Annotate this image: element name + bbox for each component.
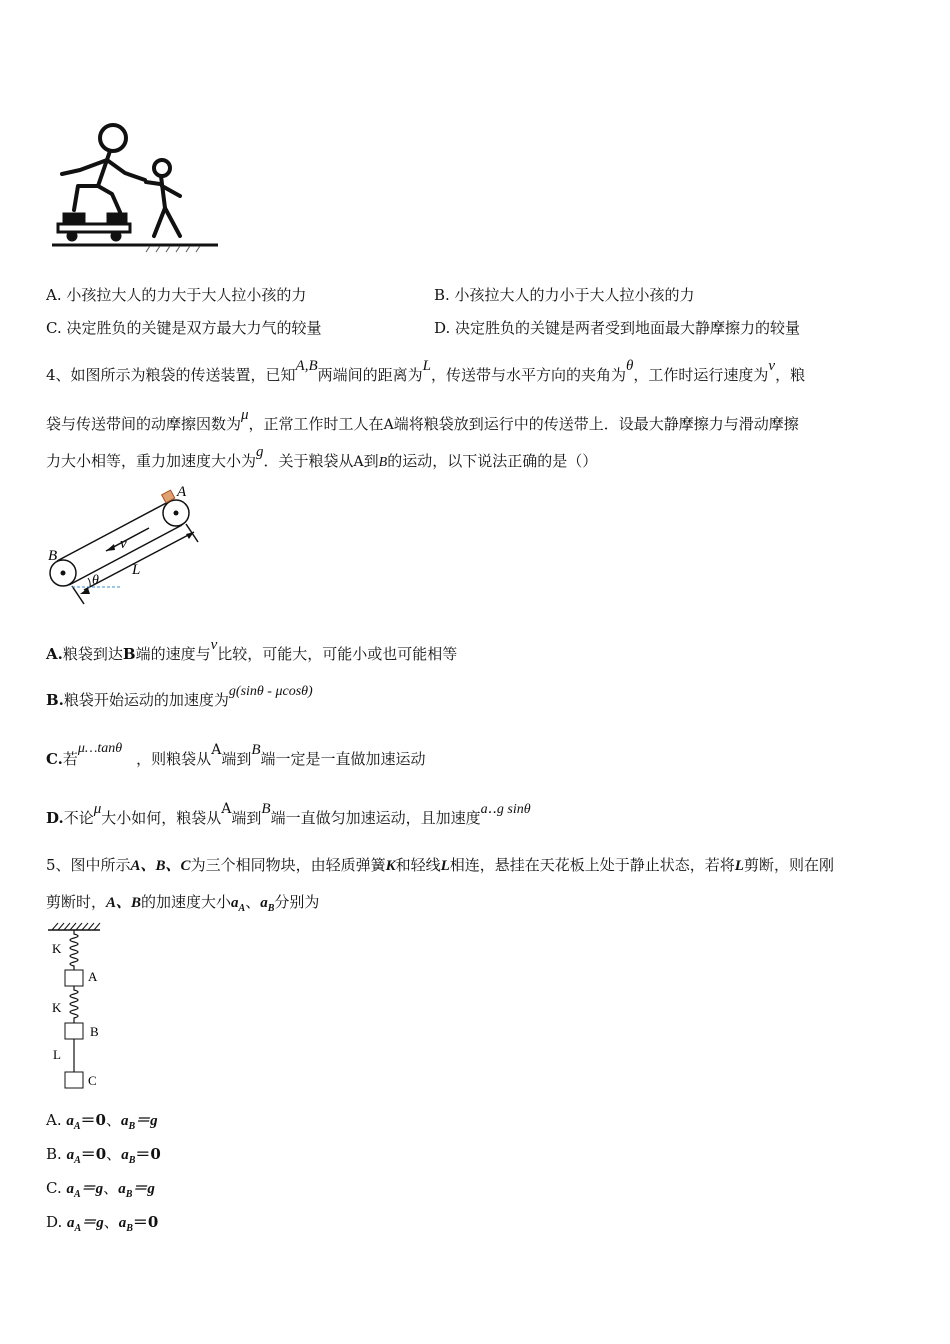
- tug-of-war-figure: [50, 118, 220, 258]
- block-label-a: A: [88, 969, 98, 984]
- q5-option-d: D. $a_A=g$、$a_B=0$: [46, 1213, 159, 1234]
- block-label-c: C: [88, 1073, 97, 1088]
- string-label-l: L: [53, 1047, 61, 1062]
- q5-option-c: C. $a_A=g$、$a_B=g$: [46, 1179, 155, 1200]
- q4-stem-line3: 力大小相等，重力加速度大小为g．关于粮袋从A到B的运动，以下说法正确的是（）: [46, 444, 598, 470]
- block-label-b: B: [90, 1024, 99, 1039]
- q4-stem-line1: 4、如图所示为粮袋的传送装置，已知A,B两端间的距离为L，传送带与水平方向的夹角为θ，工作时运行速度为v，粮: [46, 358, 806, 384]
- conveyor-label-b: B: [48, 548, 58, 564]
- q3-option-b: B. 小孩拉大人的力小于大人拉小孩的力: [434, 286, 695, 304]
- q5-option-b: B. $a_A=0$、$a_B=0$: [46, 1145, 161, 1166]
- q5-option-a: A. $a_A=0$、$a_B=g$: [46, 1111, 158, 1132]
- conveyor-label-theta: θ: [92, 573, 99, 588]
- conveyor-belt-figure: [44, 482, 214, 607]
- conveyor-label-l: L: [132, 562, 141, 578]
- spring-label-k2: K: [52, 1000, 62, 1015]
- q4-option-d: D.不论μ大小如何，粮袋从A端到B端一直做匀加速运动，且加速度a‥g sinθ: [46, 801, 531, 827]
- conveyor-label-v: v: [120, 536, 127, 552]
- q4-stem-line2: 袋与传送带间的动摩擦因数为μ，正常工作时工人在A端将粮袋放到运行中的传送带上．设最大静摩擦力与滑动摩擦: [46, 407, 799, 433]
- q3-option-d: D. 决定胜负的关键是两者受到地面最大静摩擦力的较量: [434, 319, 801, 337]
- q5-stem-line1: 5、图中所示A、B、C为三个相同物块，由轻质弹簧K和轻线L相连，悬挂在天花板上处于静止状态，若将L剪断，则在刚: [46, 856, 834, 874]
- conveyor-label-a: A: [177, 484, 187, 500]
- q4-option-b: B.粮袋开始运动的加速度为g(sinθ - μcosθ): [46, 684, 313, 709]
- q5-stem-line2: 剪断时，A、B的加速度大小$a_A$、$a_B$分别为: [46, 893, 320, 914]
- spring-label-k1: K: [52, 941, 62, 956]
- spring-block-figure: [46, 922, 116, 1092]
- q3-option-c: C. 决定胜负的关键是双方最大力气的较量: [46, 319, 322, 337]
- q4-option-a: A.粮袋到达B端的速度与v比较，可能大，可能小或也可能相等: [46, 637, 458, 663]
- q3-option-a: A. 小孩拉大人的力大于大人拉小孩的力: [46, 286, 307, 304]
- q4-option-c: C.若μ…tanθ，则粮袋从A端到B端一定是一直做加速运动: [46, 741, 426, 768]
